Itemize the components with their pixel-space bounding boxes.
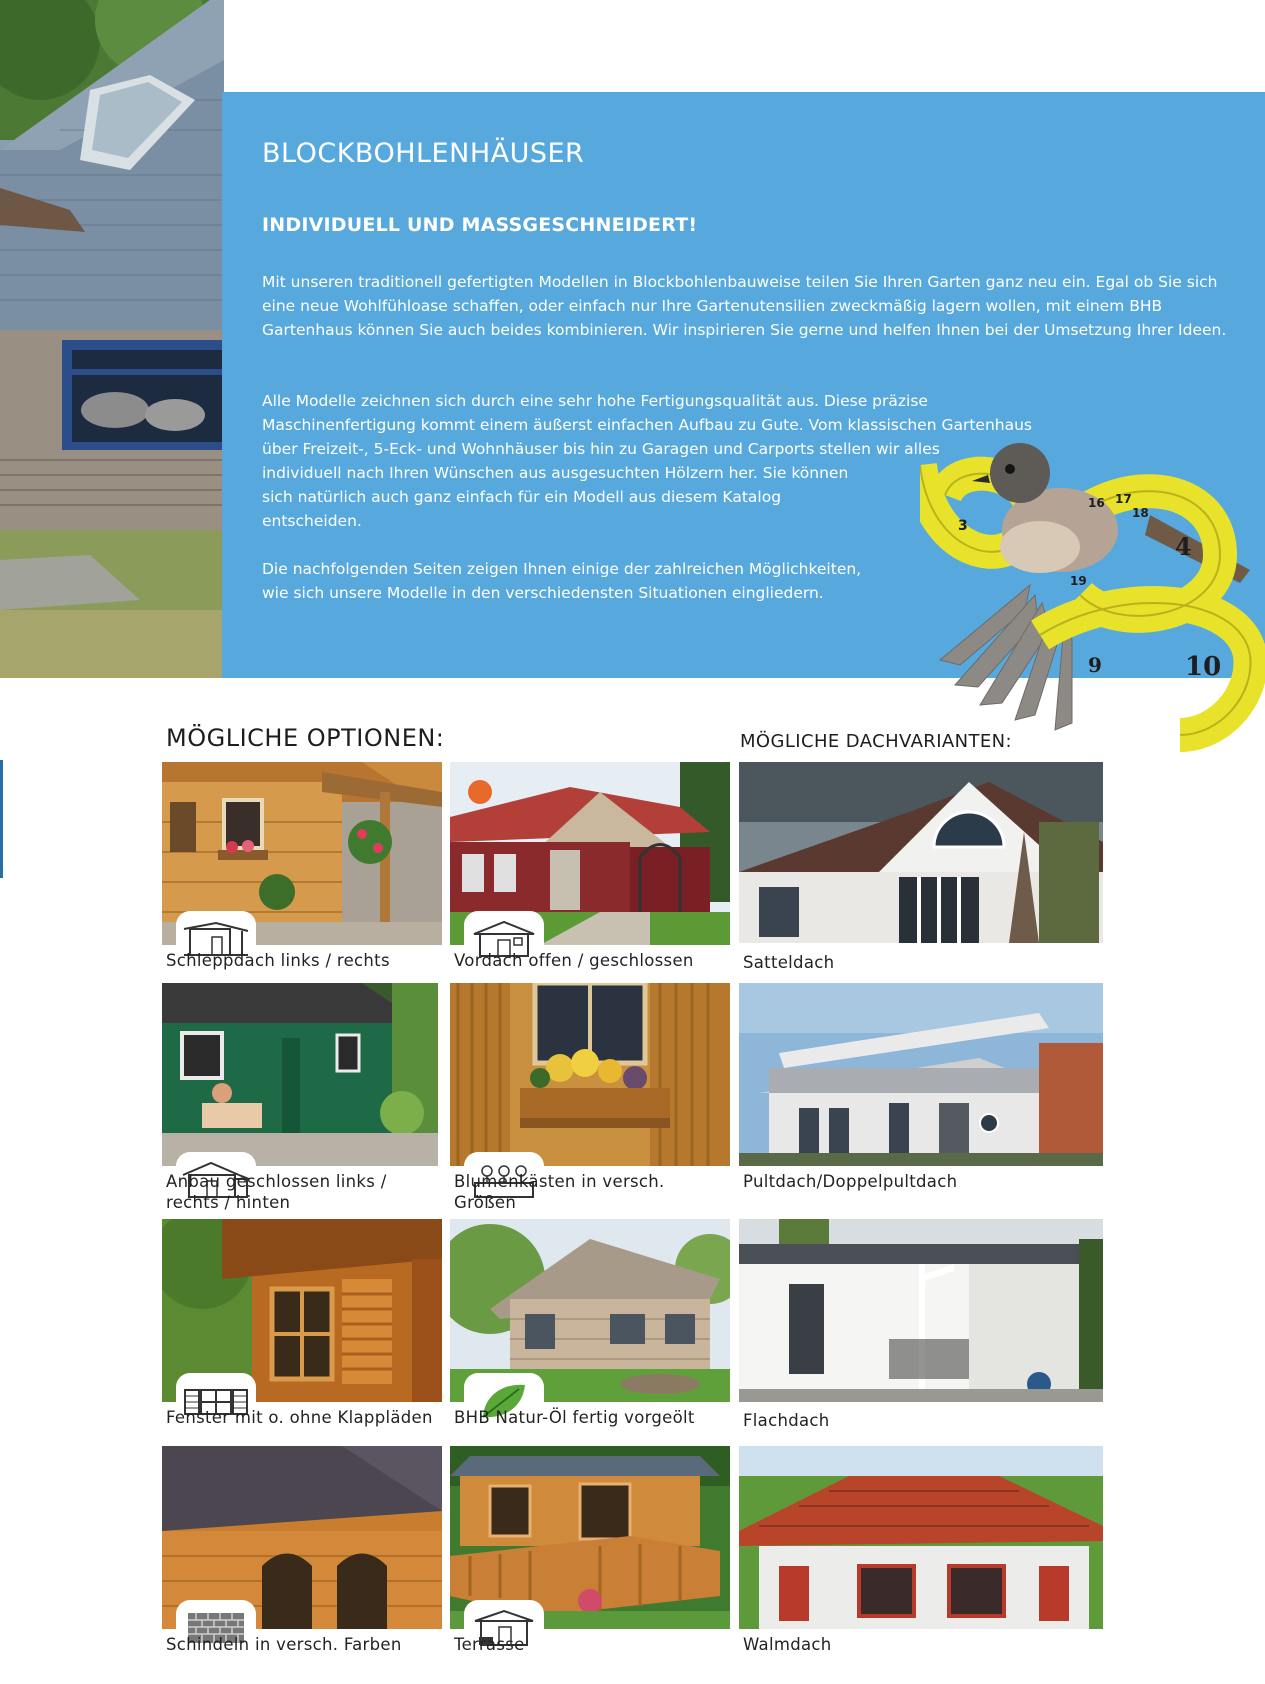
intro-paragraph-3	[262, 557, 962, 605]
roof-photo	[739, 1446, 1103, 1629]
option-photo	[450, 983, 730, 1166]
roof-photo	[739, 1219, 1103, 1402]
intro-paragraph-3-line: wie sich unsere Modelle in den verschiedensten Situationen eingliedern.	[262, 584, 824, 602]
option-caption: Vordach offen / geschlossen	[454, 951, 694, 970]
intro-paragraph-2-line: Alle Modelle zeichnen sich durch eine sehr hohe Fertigungsqualität aus. Diese präzise	[262, 392, 928, 410]
options-heading: MÖGLICHE OPTIONEN:	[166, 724, 445, 752]
roof-photo	[739, 762, 1103, 943]
roof-tile-hip	[739, 1446, 1103, 1656]
roof-caption: Satteldach	[743, 953, 835, 972]
option-tile-annex	[162, 983, 442, 1212]
tape-number: 16	[1088, 496, 1105, 510]
intro-paragraph-3-line: Die nachfolgenden Seiten zeigen Ihnen einige der zahlreichen Möglichkeiten,	[262, 560, 862, 578]
roof-caption: Pultdach/Doppelpultdach	[743, 1172, 958, 1191]
tape-number: 3	[958, 518, 968, 534]
intro-paragraph-2-line: sich natürlich auch ganz einfach für ein Modell aus diesem Katalog	[262, 488, 782, 506]
page-subtitle: INDIVIDUELL UND MASSGESCHNEIDERT!	[262, 214, 698, 236]
tape-number: 10	[1185, 652, 1222, 682]
option-caption: Blumenkästen in versch. Größen	[454, 1172, 665, 1212]
roof-variants-heading: MÖGLICHE DACHVARIANTEN:	[740, 731, 1012, 752]
tape-number: 18	[1132, 506, 1149, 520]
roof-photo	[739, 983, 1103, 1166]
option-caption: Anbau geschlossen links / rechts / hinten	[166, 1172, 387, 1212]
intro-paragraph-1: Mit unseren traditionell gefertigten Modellen in Blockbohlenbauweise teilen Sie Ihren Garten ganz neu ein. Egal ob Sie sich eine neue Wohlfühloase schaffen, oder einfach nur Ihre Gartenutensilien zweckmäßig lagern wollen, mit einem BHB Gartenhaus können Sie auch beides kombinieren. Wir inspirieren Sie gerne und helfen Ihnen bei der Umsetzung Ihrer Ideen.	[262, 273, 1227, 339]
option-tile-flower-box	[450, 983, 730, 1212]
tape-number: 19	[1070, 574, 1087, 588]
tape-number: 4	[1175, 532, 1192, 561]
option-caption: Schindeln in versch. Farben	[166, 1635, 402, 1654]
roof-tile-gable	[739, 762, 1103, 972]
option-caption: Fenster mit o. ohne Klappläden	[166, 1408, 433, 1427]
option-caption: BHB Natur-Öl fertig vorgeölt	[454, 1408, 695, 1427]
roof-caption: Walmdach	[743, 1635, 832, 1654]
option-tile-shingles	[162, 1446, 442, 1656]
option-tile-terrace	[450, 1446, 730, 1656]
side-edge-marker	[0, 760, 3, 878]
page-title: BLOCKBOHLENHÄUSER	[262, 138, 585, 169]
intro-paragraph-2-line: individuell nach Ihren Wünschen aus ausgesuchten Hölzern her. Sie können	[262, 464, 849, 482]
hero-house-photo	[0, 0, 224, 678]
roof-caption: Flachdach	[743, 1411, 830, 1430]
roof-tile-flat	[739, 1219, 1103, 1429]
intro-paragraph-2-line: Maschinenfertigung kommt einem äußerst einfachen Aufbau zu Gute. Vom klassischen Gartenhaus	[262, 416, 1033, 434]
tape-number: 9	[1088, 653, 1102, 677]
option-caption: Schleppdach links / rechts	[166, 951, 390, 970]
option-tile-natural-oil	[450, 1219, 730, 1429]
option-tile-window-shutters	[162, 1219, 442, 1429]
option-tile-lean-to-roof	[162, 762, 442, 970]
option-caption: Terrasse	[454, 1635, 525, 1654]
option-tile-canopy	[450, 762, 730, 970]
intro-paragraph-2-line: über Freizeit-, 5-Eck- und Wohnhäuser bis hin zu Garagen und Carports stellen wir alles	[262, 440, 940, 458]
intro-paragraph-2-line: entscheiden.	[262, 512, 362, 530]
bird-measuring-tape-illustration	[920, 435, 1265, 780]
option-photo	[162, 983, 438, 1166]
tape-number: 17	[1115, 492, 1132, 506]
roof-tile-mono-pitch	[739, 983, 1103, 1191]
